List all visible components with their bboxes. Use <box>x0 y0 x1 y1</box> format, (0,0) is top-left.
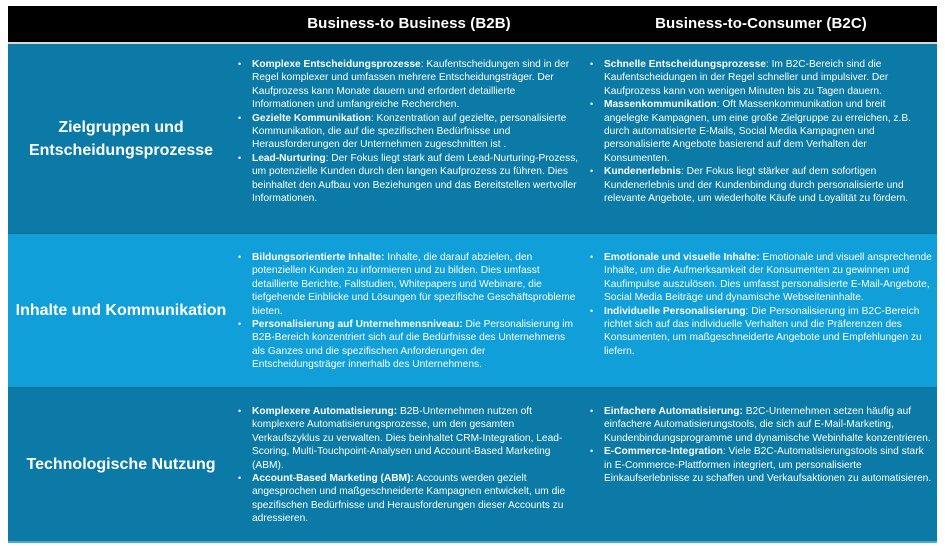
item-term: E-Commerce-Integration <box>604 446 723 458</box>
cell-b2c <box>586 44 936 233</box>
item-separator: : <box>745 305 752 317</box>
cell-b2c <box>586 234 936 387</box>
item-text: B2B-Unternehmen nutzen oft komplexere Automatisierungsprozesse, um den gesamten Verkaufszyklus zu verwalten. Dies beinhaltet CRM-Integration, Lead-Scoring, Multi-Touchpoint-Analysen und Account-Based Marketing (ABM). <box>252 406 563 471</box>
table-header <box>8 6 937 44</box>
item-text: Kaufentscheidungen sind in der Regel komplexer und umfassen mehrere Entscheidungsträger. Der Kaufprozess kann Monate dauern und erfordert detaillierte Informationen und umfangreiche Recherchen. <box>252 59 570 111</box>
item-text: Oft Massenkommunikation und breit angelegte Kampagnen, um eine große Zielgruppe zu erreichen, z.B. durch automatisierte E-Mails, Social Media Kampagnen und personalisierte Angebote basierend auf dem Verhalten der Konsumenten. <box>604 99 911 164</box>
list-item <box>590 445 932 485</box>
bullet-list <box>586 405 936 485</box>
bullet-icon: • <box>238 473 242 484</box>
item-text: B2C-Unternehmen setzen häufig auf einfachere Automatisierungstools, die sich auf E-Mail-Marketing, Kundenbindungsprogramme und dynamische Webinhalte konzentrieren. <box>604 406 931 444</box>
item-text: Der Fokus liegt stark auf dem Lead-Nurturing-Prozess, um potenzielle Kunden durch den langen Kaufprozess zu führen. Dies beinhaltet den Aufbau von Beziehungen und das Bereitstellen wertvoller Informationen. <box>252 152 579 205</box>
item-separator: : <box>722 446 729 458</box>
item-term: Komplexe Entscheidungsprozesse <box>252 59 421 70</box>
item-text: Viele B2C-Automatisierungstools sind stark in E-Commerce-Plattformen integriert, um personalisierte Einkaufserlebnisse zu schaffen und Verkaufsaktionen zu automatisieren. <box>604 446 932 485</box>
bullet-icon: • <box>590 252 594 262</box>
bullet-icon: • <box>238 59 242 69</box>
bullet-icon: • <box>238 152 242 163</box>
list-item <box>238 58 580 112</box>
item-separator: : <box>765 59 772 70</box>
row-label: Inhalte und Kommunikation <box>15 302 227 319</box>
list-item <box>590 305 932 359</box>
comparison-table <box>8 6 937 541</box>
bullet-icon: • <box>590 99 594 110</box>
list-item <box>238 405 580 472</box>
row-label: Zielgruppen und Entscheidungsprozesse <box>28 118 214 159</box>
list-item <box>590 98 932 165</box>
bullet-icon: • <box>590 446 594 457</box>
list-item <box>590 165 932 205</box>
item-term: Personalisierung auf Unternehmensniveau: <box>252 319 463 331</box>
item-term: Lead-Nurturing <box>252 152 326 164</box>
list-item <box>238 318 580 372</box>
item-term: Einfachere Automatisierung: <box>604 406 743 417</box>
cell-b2b <box>234 234 584 387</box>
item-separator: : <box>716 99 723 111</box>
bullet-icon: • <box>590 406 594 416</box>
item-term: Account-Based Marketing (ABM): <box>252 473 414 485</box>
item-text: Die Personalisierung im B2C-Bereich richtet sich auf das individuelle Verhalten und die Präferenzen des Konsumenten, um maßgeschneiderte Angebote und Empfehlungen zu liefern. <box>604 305 922 357</box>
item-text: Die Personalisierung im B2B-Bereich konzentriert sich auf die Bedürfnisse des Unternehmens als Ganzes und die spezifischen Anforderungen der Entscheidungsträger innerhalb des Unternehmens. <box>252 319 574 371</box>
item-term: Bildungsorientierte Inhalte: <box>252 252 385 263</box>
item-term: Gezielte Kommunikation <box>252 112 371 124</box>
item-text: Accounts werden gezielt angesprochen und maßgeschneiderte Kampagnen entwickelt, um die spezifischen Bedürfnisse und Herausforderungen dieser Accounts zu adressieren. <box>252 473 566 525</box>
item-separator: : <box>420 59 427 70</box>
item-term: Schnelle Entscheidungsprozesse <box>604 59 766 70</box>
bullet-list <box>586 58 936 205</box>
item-text: Konzentration auf gezielte, personalisierte Kommunikation, die auf die spezifischen Bedürfnisse und Herausforderungen der Unternehmen zugeschnitten ist . <box>252 112 567 151</box>
bullet-icon: • <box>590 305 594 316</box>
list-item <box>238 472 580 526</box>
table-row-zielgruppen <box>8 44 937 234</box>
item-separator: : <box>680 166 687 178</box>
item-separator: : <box>370 112 377 124</box>
item-term: Individuelle Personalisierung <box>604 305 746 317</box>
column-header-b2c: Business-to-Consumer (B2C) <box>655 15 867 32</box>
item-text: Emotionale und visuell ansprechende Inhalte, um die Aufmerksamkeit der Konsumenten zu gewinnen und Kaufimpulse auszulösen. Dies umfasst personalisierte E-Mail-Angebote, Social Media Beiträge und dynamische Webseiteninhalte. <box>604 252 932 304</box>
item-separator: : <box>325 152 332 164</box>
list-item <box>238 251 580 318</box>
list-item <box>590 58 932 98</box>
bullet-icon: • <box>238 112 242 123</box>
bullet-icon: • <box>590 59 594 69</box>
cell-b2b <box>234 388 584 541</box>
cell-b2c <box>586 388 936 541</box>
item-term: Emotionale und visuelle Inhalte: <box>604 252 760 263</box>
item-text: Der Fokus liegt stärker auf dem sofortigen Kundenerlebnis und der Kundenbindung durch personalisierte und relevante Angebote, um wiederholte Käufe und Loyalität zu fördern. <box>604 166 909 205</box>
list-item <box>590 251 932 305</box>
bullet-icon: • <box>238 252 242 262</box>
bullet-list <box>234 251 584 372</box>
item-term: Massenkommunikation <box>604 99 717 111</box>
item-term: Kundenerlebnis <box>604 166 681 178</box>
column-header-b2b: Business-to Business (B2B) <box>307 15 511 32</box>
item-text: Inhalte, die darauf abzielen, den potenziellen Kunden zu informieren und zu bilden. Dies umfasst detaillierte Berichte, Fallstudien, Whitepapers und Webinare, die tiefgehende Einblicke und Lösungen für spezifische Geschäftsprobleme bieten. <box>252 252 576 317</box>
item-term: Komplexere Automatisierung: <box>252 406 398 417</box>
bullet-list <box>586 251 936 358</box>
list-item <box>238 152 580 206</box>
bullet-icon: • <box>238 319 242 330</box>
list-item <box>238 112 580 152</box>
table-row-technologie <box>8 388 937 543</box>
bullet-icon: • <box>238 406 242 416</box>
table-row-inhalte <box>8 234 937 388</box>
cell-b2b <box>234 44 584 233</box>
bullet-icon: • <box>590 166 594 177</box>
list-item <box>590 405 932 445</box>
bullet-list <box>234 405 584 526</box>
bullet-list <box>234 58 584 205</box>
item-text: Im B2C-Bereich sind die Kaufentscheidungen in der Regel schneller und impulsiver. Der Kaufprozess kann von wenigen Minuten bis zu Tagen dauern. <box>604 59 889 97</box>
row-label: Technologische Nutzung <box>26 456 216 473</box>
